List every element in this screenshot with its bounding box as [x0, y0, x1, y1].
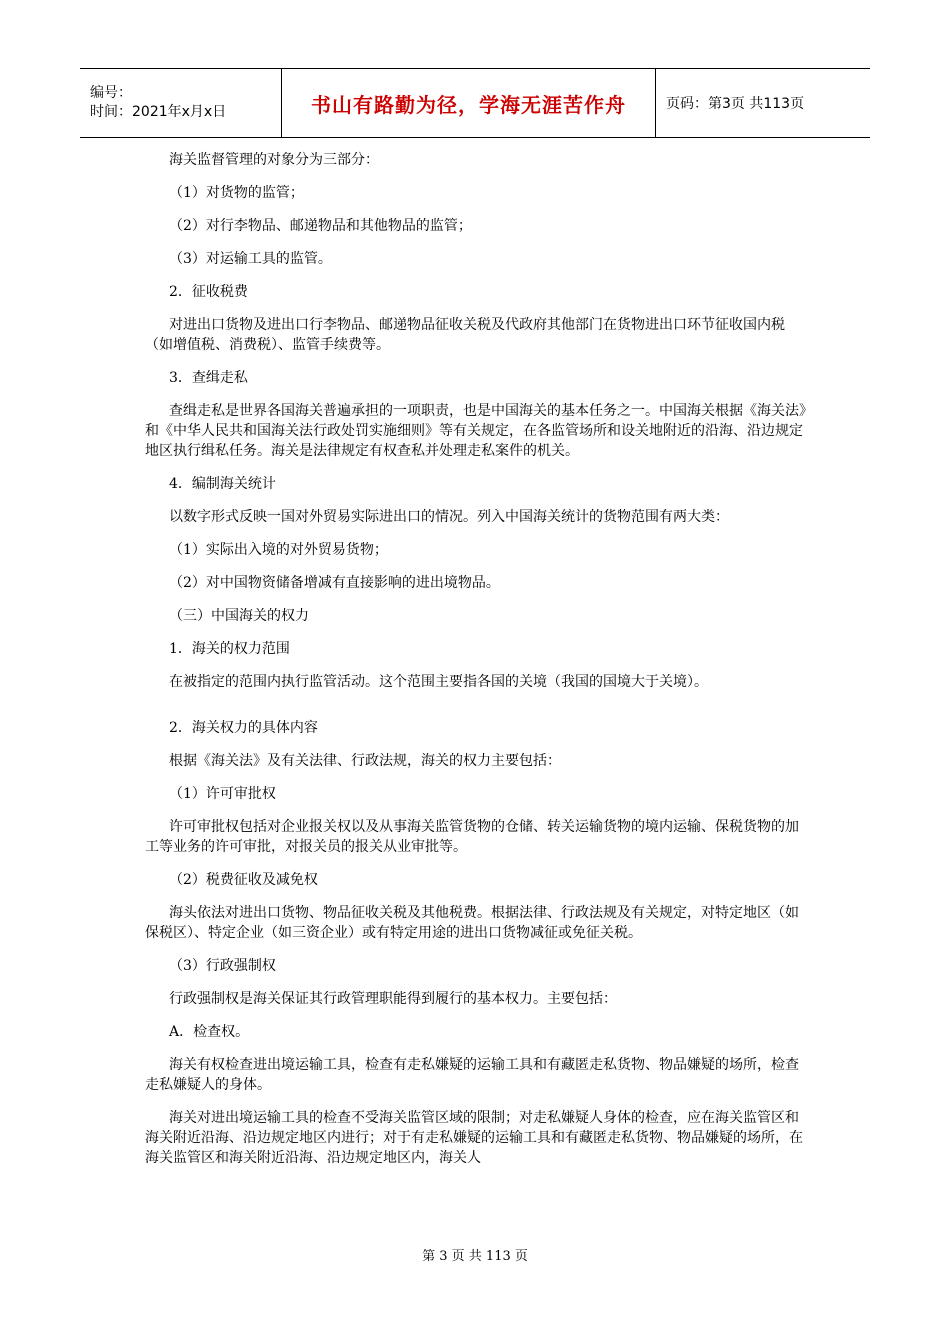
- paragraph: 在被指定的范围内执行监管活动。这个范围主要指各国的关境（我国的国境大于关境）。: [169, 674, 708, 690]
- section-heading: A．检查权。: [169, 1024, 250, 1040]
- page-footer: [0, 1245, 950, 1264]
- list-item: （3）对运输工具的监管。: [169, 251, 332, 267]
- list-item: （2）对中国物资储备增减有直接影响的进出境物品。: [169, 575, 500, 591]
- page-header: [80, 68, 870, 138]
- header-page-info: [656, 69, 870, 137]
- section-heading: （2）税费征收及减免权: [169, 872, 318, 888]
- document-body: [145, 150, 810, 1181]
- page-number-label: 页码：第3页 共113页: [666, 96, 805, 112]
- list-item: （1）实际出入境的对外贸易货物；: [169, 542, 388, 558]
- section-heading: 1．海关的权力范围: [169, 641, 290, 657]
- paragraph: 海关监督管理的对象分为三部分：: [169, 152, 379, 168]
- paragraph: 根据《海关法》及有关法律、行政法规，海关的权力主要包括：: [169, 753, 561, 769]
- paragraph: 对进出口货物及进出口行李物品、邮递物品征收关税及代政府其他部门在货物进出口环节征收国内税（如增值税、消费税）、监管手续费等。: [145, 317, 785, 353]
- paragraph: 海关有权检查进出境运输工具，检查有走私嫌疑的运输工具和有藏匿走私货物、物品嫌疑的场所，检查走私嫌疑人的身体。: [145, 1057, 799, 1093]
- paragraph: 以数字形式反映一国对外贸易实际进出口的情况。列入中国海关统计的货物范围有两大类：: [169, 509, 729, 525]
- section-heading: （3）行政强制权: [169, 958, 276, 974]
- section-heading: 3．查缉走私: [169, 370, 248, 386]
- section-heading: 2．海关权力的具体内容: [169, 720, 318, 736]
- section-heading: （三）中国海关的权力: [169, 608, 309, 624]
- number-label: 编号：: [90, 85, 132, 101]
- section-heading: （1）许可审批权: [169, 786, 276, 802]
- paragraph: 行政强制权是海关保证其行政管理职能得到履行的基本权力。主要包括：: [169, 991, 617, 1007]
- list-item: （2）对行李物品、邮递物品和其他物品的监管；: [169, 218, 472, 234]
- motto-text: 书山有路勤为径，学海无涯苦作舟: [311, 92, 626, 117]
- section-heading: 4．编制海关统计: [169, 476, 276, 492]
- paragraph: 查缉走私是世界各国海关普遍承担的一项职责，也是中国海关的基本任务之一。中国海关根据《海关法》和《中华人民共和国海关法行政处罚实施细则》等有关规定，在各监管场所和设关地附近的沿海、沿边规定地区执行缉私任务。海关是法律规定有权查私并处理走私案件的机关。: [145, 403, 806, 459]
- time-label: 时间：2021年x月x日: [90, 104, 227, 120]
- list-item: （1）对货物的监管；: [169, 185, 304, 201]
- paragraph: 海头依法对进出口货物、物品征收关税及其他税费。根据法律、行政法规及有关规定，对特定地区（如保税区）、特定企业（如三资企业）或有特定用途的进出口货物减征或免征关税。: [145, 905, 799, 941]
- header-motto: [282, 69, 656, 137]
- section-heading: 2．征收税费: [169, 284, 248, 300]
- paragraph: 许可审批权包括对企业报关权以及从事海关监管货物的仓储、转关运输货物的境内运输、保税货物的加工等业务的许可审批，对报关员的报关从业审批等。: [145, 819, 799, 855]
- header-meta: [80, 69, 282, 137]
- footer-page-number: 第 3 页 共 113 页: [422, 1249, 528, 1264]
- paragraph: 海关对进出境运输工具的检查不受海关监管区域的限制；对走私嫌疑人身体的检查，应在海关监管区和海关附近沿海、沿边规定地区内进行；对于有走私嫌疑的运输工具和有藏匿走私货物、物品嫌疑的场所，在海关监管区和海关附近沿海、沿边规定地区内，海关人: [145, 1110, 803, 1166]
